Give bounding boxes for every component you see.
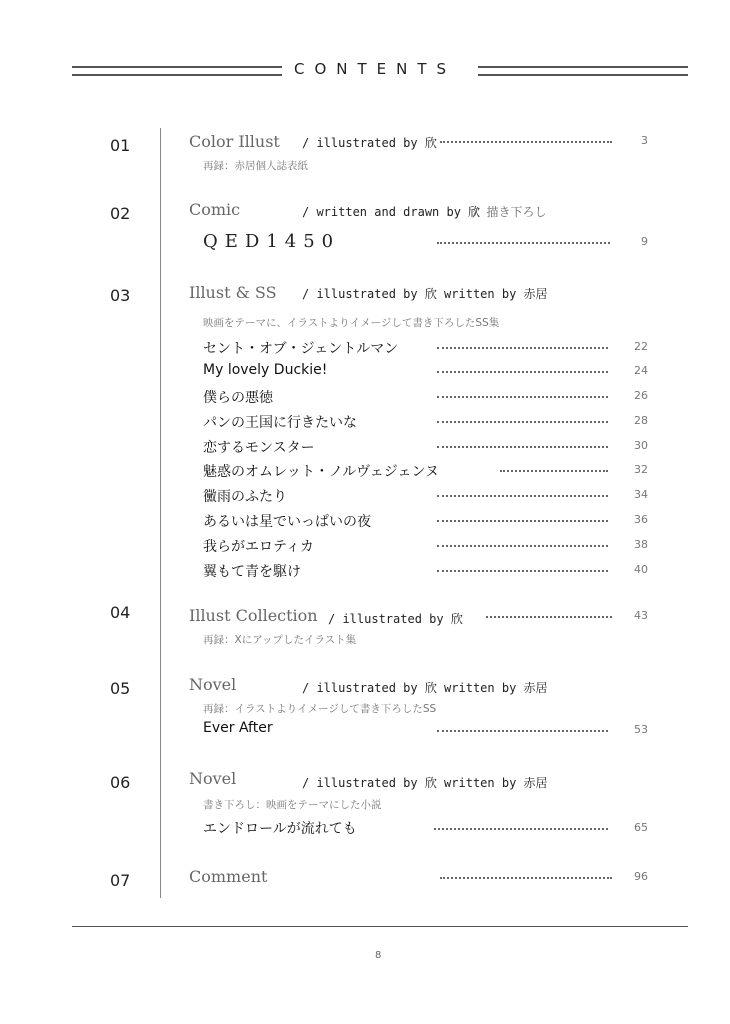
story-title: My lovely Duckie! xyxy=(203,362,328,378)
section-credit: / illustrated by 欣 xyxy=(328,612,463,626)
dot-leader xyxy=(437,347,608,349)
page-number: 3 xyxy=(641,134,648,147)
page-number: 65 xyxy=(634,821,648,834)
section-note: 再録：イラストよりイメージして書き下ろしたSS xyxy=(203,703,437,715)
story-page-number: 26 xyxy=(634,389,648,402)
section-title: Comment xyxy=(189,867,268,886)
section-credit: / illustrated by 欣 written by 赤居 xyxy=(302,681,548,695)
section-number: 01 xyxy=(110,136,131,155)
section-title: Illust & SS xyxy=(189,283,277,302)
section-number: 07 xyxy=(110,871,131,890)
section-note: 再録：Xにアップしたイラスト集 xyxy=(203,634,357,646)
page-title: CONTENTS xyxy=(294,60,457,78)
section-title: Illust Collection xyxy=(189,606,318,625)
dot-leader xyxy=(437,446,608,448)
story-title: 魅惑のオムレット・ノルヴェジェンヌ xyxy=(203,464,439,480)
story-page-number: 22 xyxy=(634,340,648,353)
story-title: 黴雨のふたり xyxy=(203,489,287,505)
story-page-number: 24 xyxy=(634,364,648,377)
dot-leader xyxy=(437,371,608,373)
story-title: 僕らの悪徳 xyxy=(203,390,273,406)
story-page-number: 32 xyxy=(634,463,648,476)
story-title: 恋するモンスター xyxy=(203,440,315,456)
story-title: Ever After xyxy=(203,720,273,736)
dot-leader xyxy=(486,616,612,618)
story-page-number: 30 xyxy=(634,439,648,452)
section-credit: / illustrated by 欣 xyxy=(302,136,437,150)
section-number: 02 xyxy=(110,204,131,223)
story-title: パンの王国に行きたいな xyxy=(203,415,357,431)
dot-leader xyxy=(440,141,612,143)
section-title: Color Illust xyxy=(189,132,280,151)
dot-leader xyxy=(437,242,610,244)
story-page-number: 34 xyxy=(634,488,648,501)
story-page-number: 36 xyxy=(634,513,648,526)
section-note: 書き下ろし：映画をテーマにした小説 xyxy=(203,799,382,811)
section-note: 再録：赤居個人誌表紙 xyxy=(203,160,308,172)
header-rule-right xyxy=(478,66,688,76)
story-title: エンドロールが流れても xyxy=(203,821,357,837)
section-note: 映画をテーマに、イラストよりイメージして書き下ろしたSS集 xyxy=(203,317,500,329)
story-title: セント・オブ・ジェントルマン xyxy=(203,341,399,357)
story-page-number: 28 xyxy=(634,414,648,427)
section-credit: / illustrated by 欣 written by 赤居 xyxy=(302,287,548,301)
dot-leader xyxy=(437,421,608,423)
dot-leader xyxy=(434,828,608,830)
section-credit-extra: / 描き下ろし xyxy=(472,205,547,219)
dot-leader xyxy=(437,570,608,572)
story-title: 我らがエロティカ xyxy=(203,539,314,555)
page-number: 43 xyxy=(634,609,648,622)
section-number: 03 xyxy=(110,286,131,305)
dot-leader xyxy=(500,470,608,472)
dot-leader xyxy=(437,396,608,398)
page-number: 9 xyxy=(641,235,648,248)
section-number: 04 xyxy=(110,603,131,622)
section-title: Comic xyxy=(189,200,241,219)
section-number: 05 xyxy=(110,679,131,698)
story-page-number: 40 xyxy=(634,563,648,576)
story-title: あるいは星でいっぱいの夜 xyxy=(203,514,371,530)
page-number: 8 xyxy=(375,950,382,961)
section-title: Novel xyxy=(189,769,237,788)
dot-leader xyxy=(437,545,608,547)
section-title: Novel xyxy=(189,675,237,694)
section-credit: / illustrated by 欣 written by 赤居 xyxy=(302,776,548,790)
story-title: QED1450 xyxy=(203,231,341,252)
page-number: 53 xyxy=(634,723,648,736)
page-number: 96 xyxy=(634,870,648,883)
story-title: 翼もて青を駆け xyxy=(203,564,301,580)
footer-rule xyxy=(72,926,688,927)
vertical-divider xyxy=(160,128,161,898)
dot-leader xyxy=(437,520,608,522)
dot-leader xyxy=(437,730,608,732)
section-credit: / written and drawn by 欣 xyxy=(302,205,481,219)
dot-leader xyxy=(437,495,608,497)
story-page-number: 38 xyxy=(634,538,648,551)
section-number: 06 xyxy=(110,773,131,792)
header-rule-left xyxy=(72,66,282,76)
dot-leader xyxy=(440,877,612,879)
